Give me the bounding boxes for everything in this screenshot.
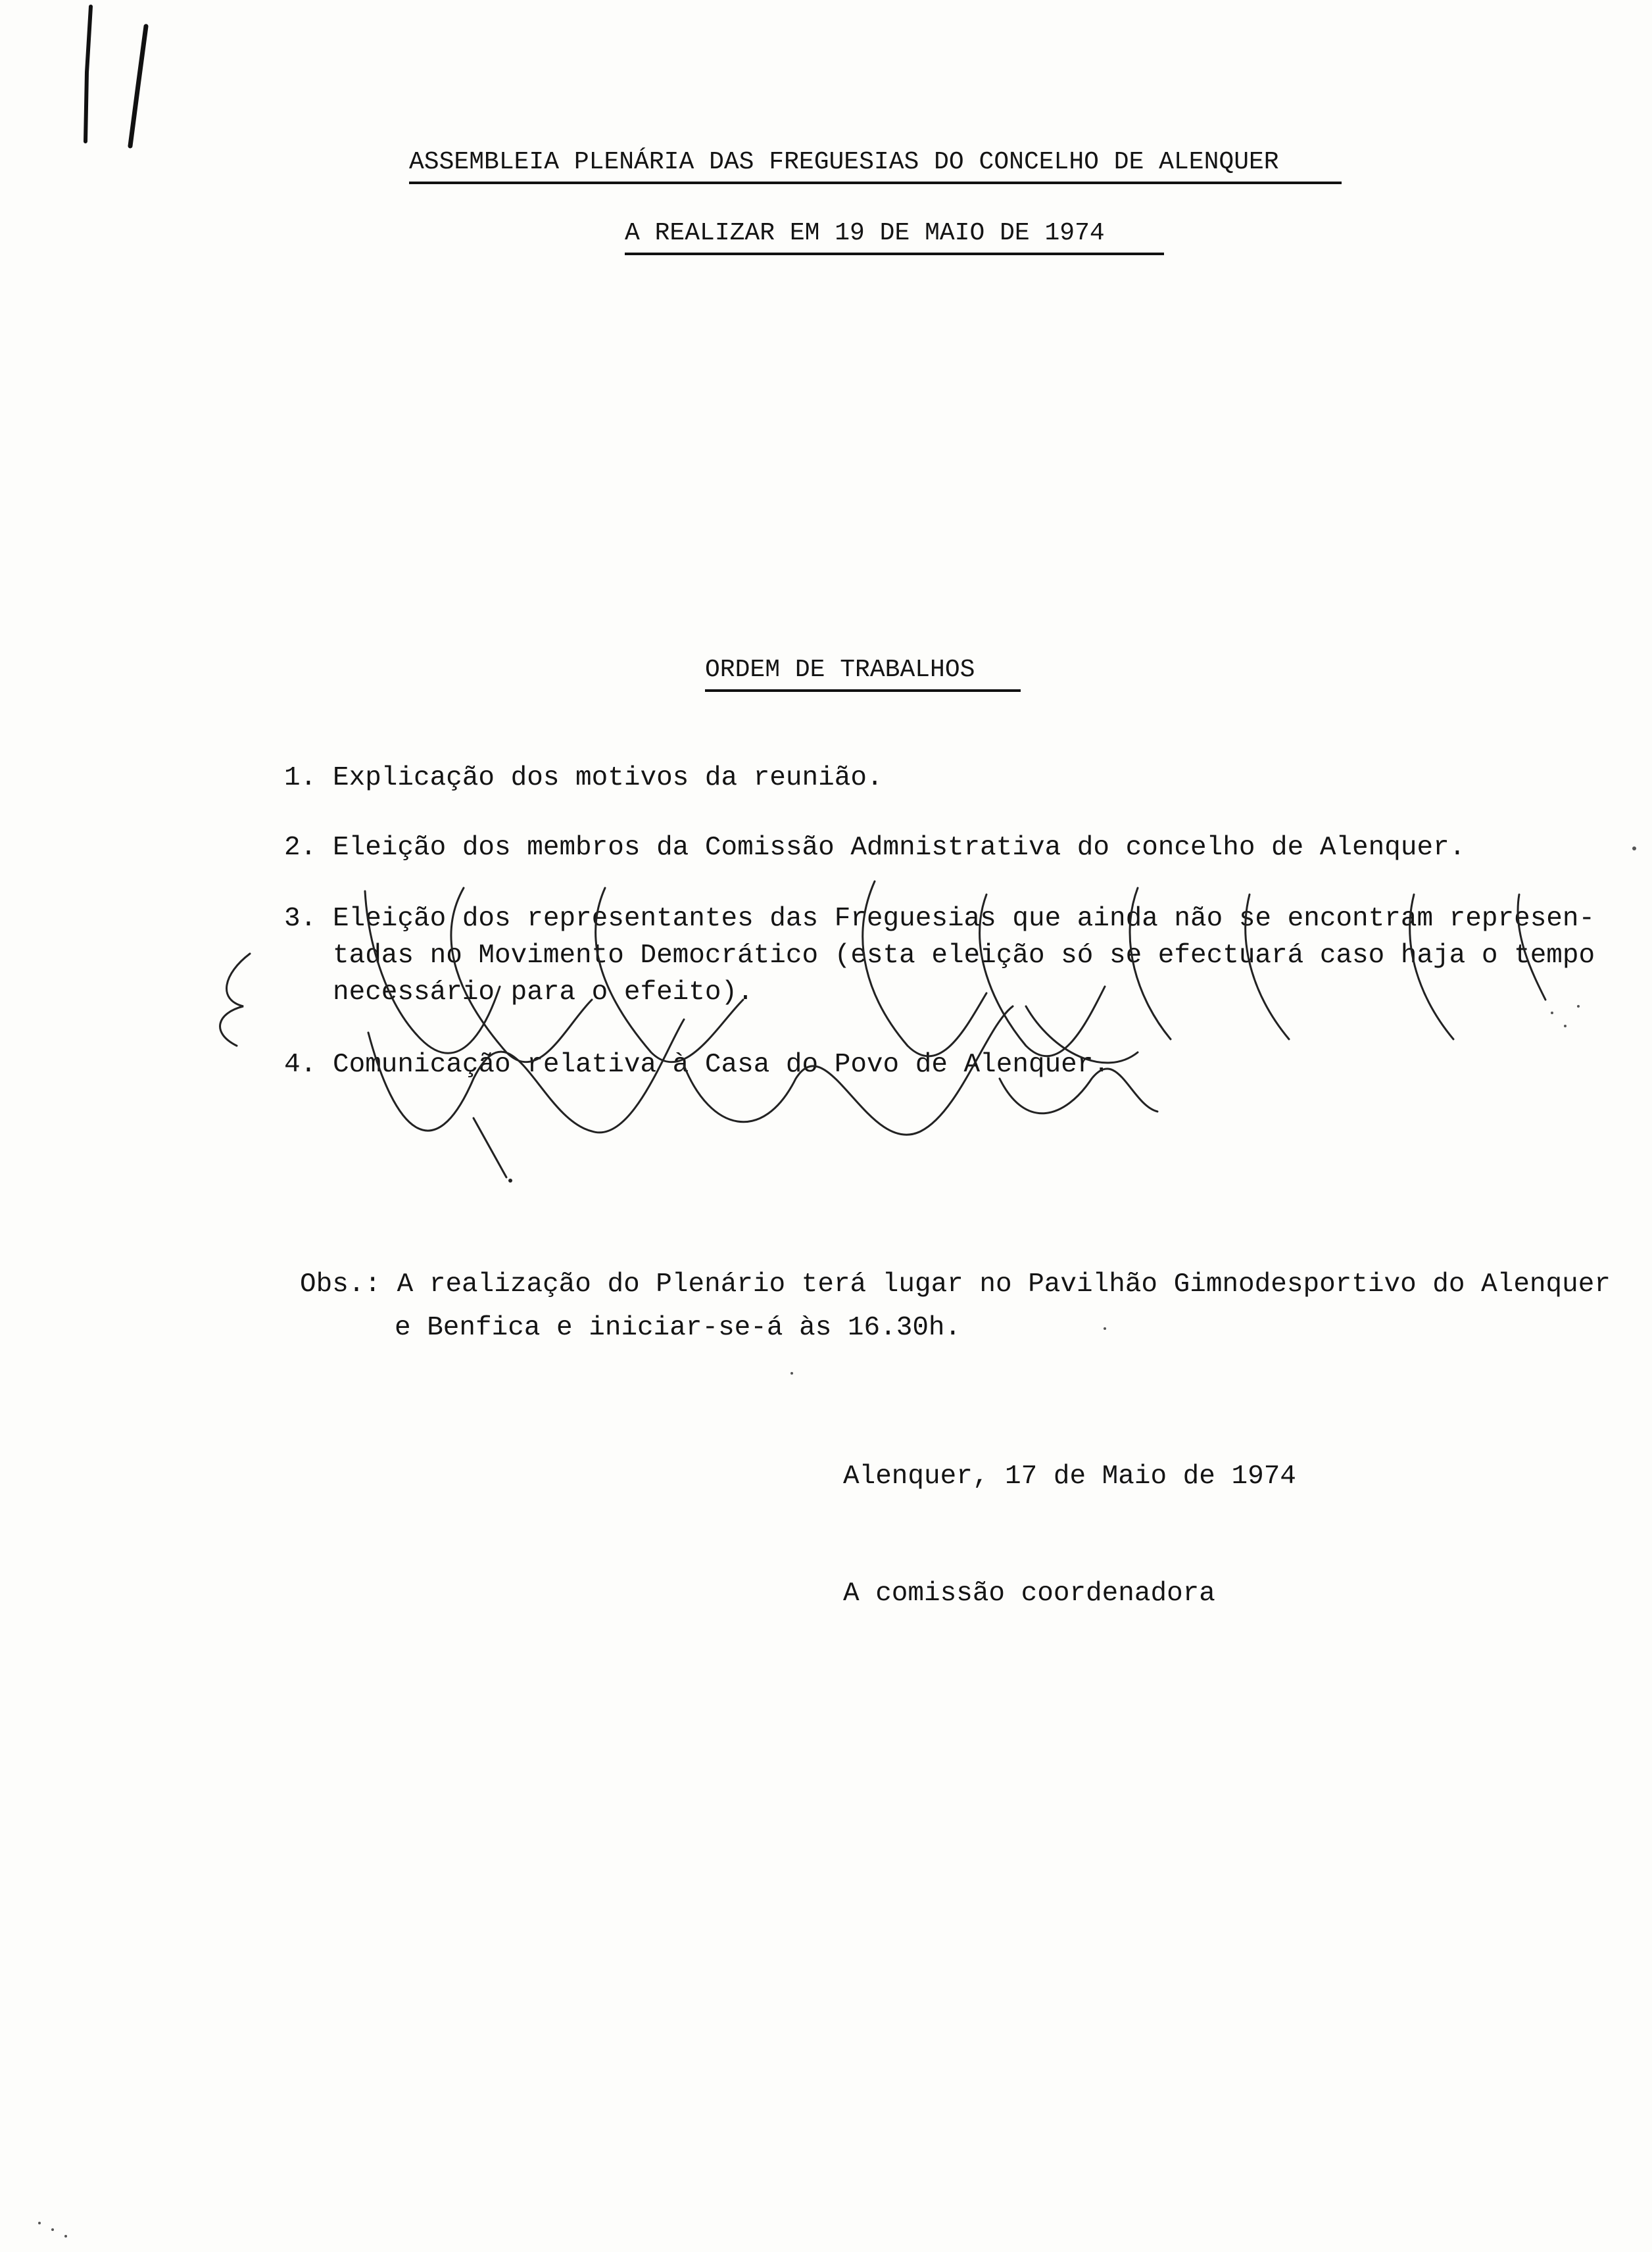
observation-text: A realização do Plenário terá lugar no Pavilhão Gimnodesportivo do Alenquer — [397, 1269, 1611, 1300]
observation-line-1 — [300, 1269, 1611, 1300]
observation-text: e Benfica e iniciar-se-á às 16.30h. — [395, 1313, 961, 1343]
agenda-item-1 — [284, 763, 883, 793]
agenda-item-text: Comunicação relativa à Casa do Povo de Alenquer. — [333, 1050, 1109, 1080]
document-title: ASSEMBLEIA PLENÁRIA DAS FREGUESIAS DO CONCELHO DE ALENQUER — [409, 150, 1342, 184]
agenda-item-text: necessário para o efeito). — [333, 977, 754, 1008]
agenda-item-number: 3. — [284, 904, 317, 934]
agenda-item-4 — [284, 1050, 1109, 1080]
agenda-item-number: 2. — [284, 833, 317, 863]
agenda-heading: ORDEM DE TRABALHOS — [705, 658, 1021, 692]
agenda-item-text: Eleição dos membros da Comissão Admnistrativa do concelho de Alenquer. — [333, 833, 1466, 863]
signature-line: A comissão coordenadora — [843, 1579, 1215, 1609]
agenda-item-3-continuation — [333, 941, 1595, 971]
agenda-item-text: Explicação dos motivos da reunião. — [333, 763, 883, 793]
agenda-item-3 — [284, 904, 1595, 934]
agenda-item-number: 1. — [284, 763, 317, 793]
observation-line-2 — [395, 1313, 961, 1343]
agenda-item-text: tadas no Movimento Democrático (esta eleição só se efectuará caso haja o tempo — [333, 941, 1595, 971]
agenda-item-2 — [284, 833, 1465, 863]
document-subtitle: A REALIZAR EM 19 DE MAIO DE 1974 — [625, 221, 1164, 255]
place-and-date: Alenquer, 17 de Maio de 1974 — [843, 1461, 1296, 1492]
agenda-item-number: 4. — [284, 1050, 317, 1080]
agenda-item-text: Eleição dos representantes das Freguesias que ainda não se encontram represen- — [333, 904, 1595, 934]
agenda-item-3-continuation — [333, 977, 754, 1008]
observation-label: Obs.: — [300, 1269, 381, 1300]
